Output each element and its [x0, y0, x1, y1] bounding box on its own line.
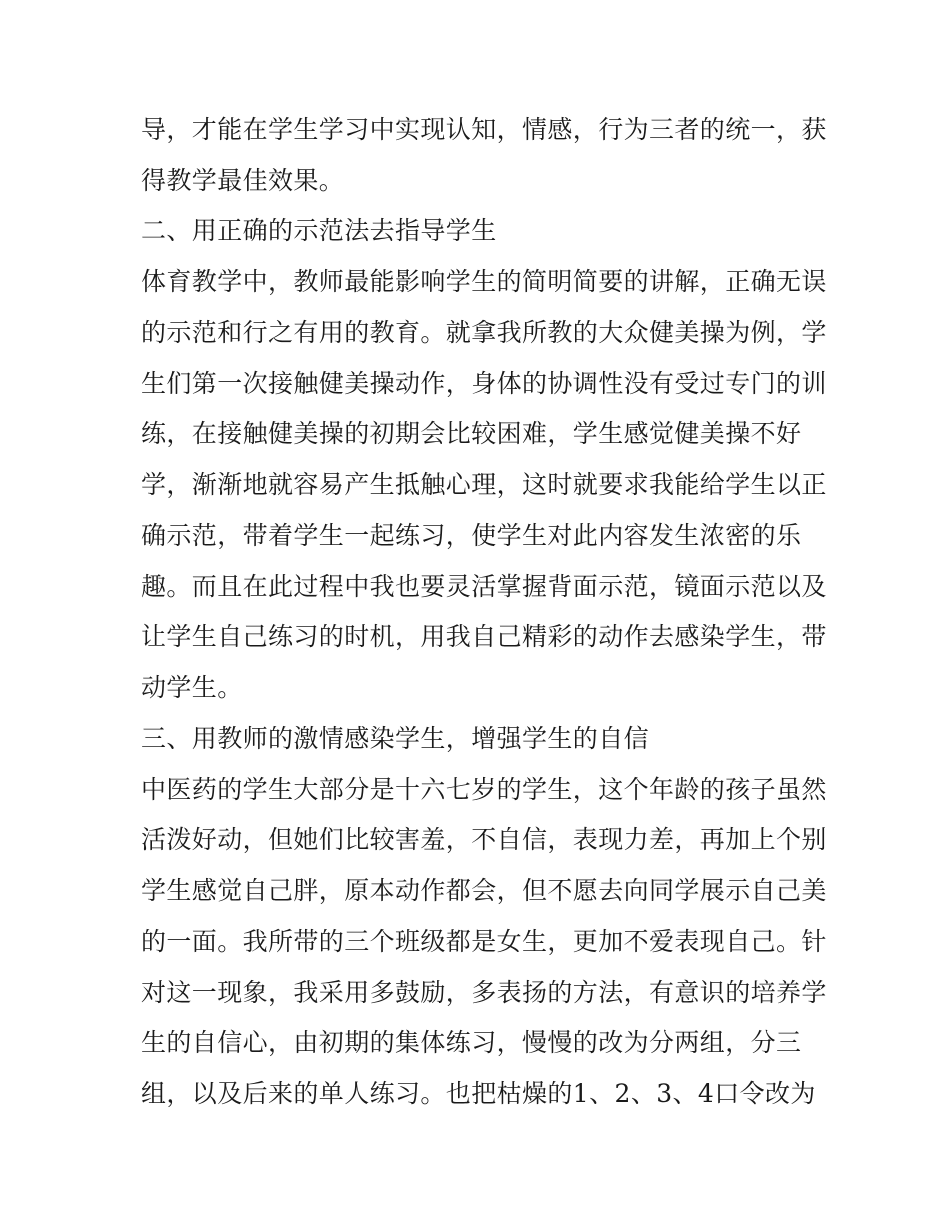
paragraph-line: 学生感觉自己胖，原本动作都会，但不愿去向同学展示自己美 — [141, 876, 827, 905]
paragraph-line: 让学生自己练习的时机，用我自己精彩的动作去感染学生，带 — [141, 622, 827, 651]
paragraph-line: 中医药的学生大部分是十六七岁的学生，这个年龄的孩子虽然 — [141, 775, 827, 804]
paragraph-line: 的示范和行之有用的教育。就拿我所教的大众健美操为例，学 — [141, 318, 827, 347]
paragraph-line: 学，渐渐地就容易产生抵触心理，这时就要求我能给学生以正 — [141, 470, 827, 499]
paragraph-line: 组，以及后来的单人练习。也把枯燥的1、2、3、4口令改为 — [141, 1079, 816, 1108]
paragraph-line: 生们第一次接触健美操动作，身体的协调性没有受过专门的训 — [141, 369, 827, 398]
paragraph-line: 对这一现象，我采用多鼓励，多表扬的方法，有意识的培养学 — [141, 978, 827, 1007]
section-heading: 二、用正确的示范法去指导学生 — [141, 216, 497, 245]
paragraph-line: 确示范，带着学生一起练习，使学生对此内容发生浓密的乐 — [141, 521, 802, 550]
paragraph-line: 得教学最佳效果。 — [141, 166, 345, 195]
paragraph-line: 练，在接触健美操的初期会比较困难，学生感觉健美操不好 — [141, 419, 802, 448]
paragraph-line: 动学生。 — [141, 673, 243, 702]
paragraph-line: 活泼好动，但她们比较害羞，不自信，表现力差，再加上个别 — [141, 825, 827, 854]
paragraph-line: 体育教学中，教师最能影响学生的简明简要的讲解，正确无误 — [141, 267, 827, 296]
paragraph-line: 生的自信心，由初期的集体练习，慢慢的改为分两组，分三 — [141, 1028, 802, 1057]
paragraph-line: 趣。而且在此过程中我也要灵活掌握背面示范，镜面示范以及 — [141, 572, 827, 601]
section-heading: 三、用教师的激情感染学生，增强学生的自信 — [141, 724, 650, 753]
paragraph-line: 的一面。我所带的三个班级都是女生，更加不爱表现自己。针 — [141, 927, 827, 956]
paragraph-line: 导，才能在学生学习中实现认知，情感，行为三者的统一，获 — [141, 115, 827, 144]
